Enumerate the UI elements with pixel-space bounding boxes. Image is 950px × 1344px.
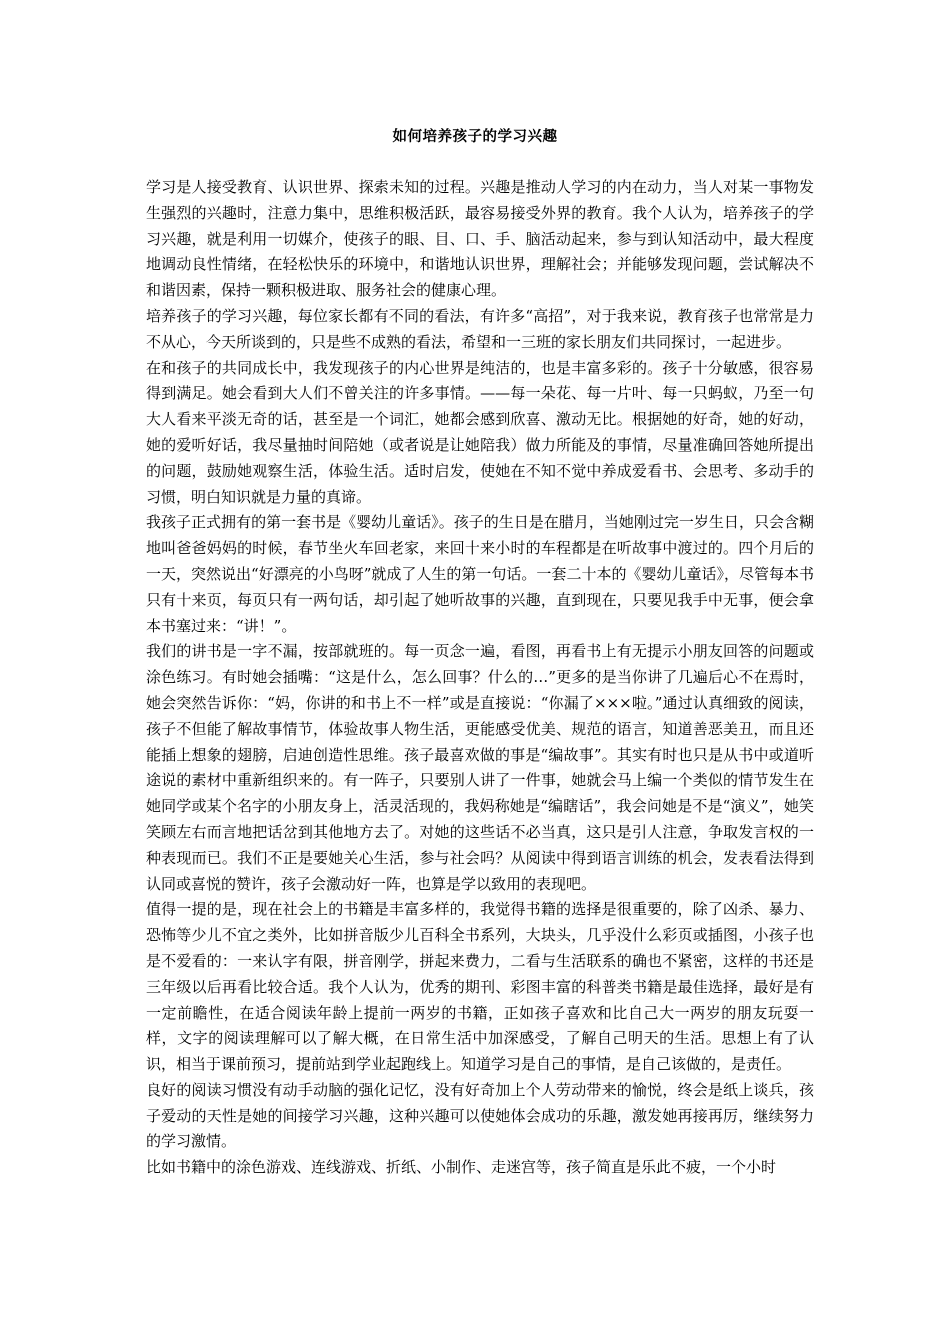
paragraph: 比如书籍中的涂色游戏、连线游戏、折纸、小制作、走迷宫等，孩子简直是乐此不疲，一个小时 — [146, 1158, 777, 1177]
paragraph: 培养孩子的学习兴趣，每位家长都有不同的看法，有许多“高招”，对于我来说，教育孩子也常常是力不从心，今天所谈到的，只是些不成熟的看法，希望和一三班的家长朋友们共同探讨，一起进步。 — [146, 306, 814, 351]
paragraph: 我孩子正式拥有的第一套书是《婴幼儿童话》。孩子的生日是在腊月，当她刚过完一岁生日，只会含糊地叫爸爸妈妈的时候，春节坐火车回老家，来回十来小时的车程都是在听故事中渡过的。四个月后的一天，突然说出“好漂亮的小鸟呀”就成了人生的第一句话。一套二十本的《婴幼儿童话》，尽管每本书只有十来页，每页只有一两句话，却引起了她听故事的兴趣，直到现在，只要见我手中无事，便会拿本书塞过来：“讲！”。 — [146, 513, 814, 635]
paragraph: 学习是人接受教育、认识世界、探索未知的过程。兴趣是推动人学习的内在动力，当人对某一事物发生强烈的兴趣时，注意力集中，思维积极活跃，最容易接受外界的教育。我个人认为，培养孩子的学习兴趣，就是利用一切媒介，使孩子的眼、目、口、手、脑活动起来，参与到认知活动中，最大程度地调动良性情绪，在轻松快乐的环境中，和谐地认识世界，理解社会；并能够发现问题，尝试解决不和谐因素，保持一颗积极进取、服务社会的健康心理。 — [146, 178, 814, 300]
document-title: 如何培养孩子的学习兴趣 — [392, 129, 558, 145]
paragraph: 在和孩子的共同成长中，我发现孩子的内心世界是纯洁的，也是丰富多彩的。孩子十分敏感，很容易得到满足。她会看到大人们不曾关注的许多事情。——每一朵花、每一片叶、每一只蚂蚁，乃至一句大人看来平淡无奇的话，甚至是一个词汇，她都会感到欣喜、激动无比。根据她的好奇，她的好动，她的爱听好话，我尽量抽时间陪她（或者说是让她陪我）做力所能及的事情，尽量准确回答她所提出的问题，鼓励她观察生活，体验生活。适时启发，使她在不知不觉中养成爱看书、会思考、多动手的习惯，明白知识就是力量的真谛。 — [146, 358, 814, 506]
paragraph: 良好的阅读习惯没有动手动脑的强化记忆，没有好奇加上个人劳动带来的愉悦，终会是纸上谈兵，孩子爱动的天性是她的间接学习兴趣，这种兴趣可以使她体会成功的乐趣，激发她再接再厉，继续努力的学习激情。 — [146, 1080, 814, 1151]
paragraph: 我们的讲书是一字不漏，按部就班的。每一页念一遍，看图，再看书上有无提示小朋友回答的问题或涂色练习。有时她会插嘴：“这是什么，怎么回事？什么的…”更多的是当你讲了几遍后心不在焉时，她会突然告诉你：“妈，你讲的和书上不一样”或是直接说：“你漏了×××啦。”通过认真细致的阅读，孩子不但能了解故事情节，体验故事人物生活，更能感受优美、规范的语言，知道善恶美丑，而且还能插上想象的翅膀，启迪创造性思维。孩子最喜欢做的事是“编故事”。其实有时也只是从书中或道听途说的素材中重新组织来的。有一阵子，只要别人讲了一件事，她就会马上编一个类似的情节发生在她同学或某个名字的小朋友身上，活灵活现的，我妈称她是“编瞎话”，我会问她是不是“演义”，她笑笑顾左右而言地把话岔到其他地方去了。对她的这些话不必当真，这只是引人注意，争取发言权的一种表现而已。我们不正是要她关心生活，参与社会吗？从阅读中得到语言训练的机会，发表看法得到认同或喜悦的赞许，孩子会激动好一阵，也算是学以致用的表现吧。 — [146, 642, 814, 893]
document-body — [146, 175, 814, 1181]
paragraph: 值得一提的是，现在社会上的书籍是丰富多样的，我觉得书籍的选择是很重要的，除了凶杀、暴力、恐怖等少儿不宜之类外，比如拼音版少儿百科全书系列，大块头，几乎没什么彩页或插图，小孩子也是不爱看的：一来认字有限，拼音刚学，拼起来费力，二看与生活联系的确也不紧密，这样的书还是三年级以后再看比较合适。我个人认为，优秀的期刊、彩图丰富的科普类书籍是最佳选择，最好是有一定前瞻性，在适合阅读年龄上提前一两岁的书籍，正如孩子喜欢和比自己大一两岁的朋友玩耍一样，文字的阅读理解可以了解大概，在日常生活中加深感受，了解自己明天的生活。思想上有了认识，相当于课前预习，提前站到学业起跑线上。知道学习是自己的事情，是自己该做的，是责任。 — [146, 900, 814, 1074]
